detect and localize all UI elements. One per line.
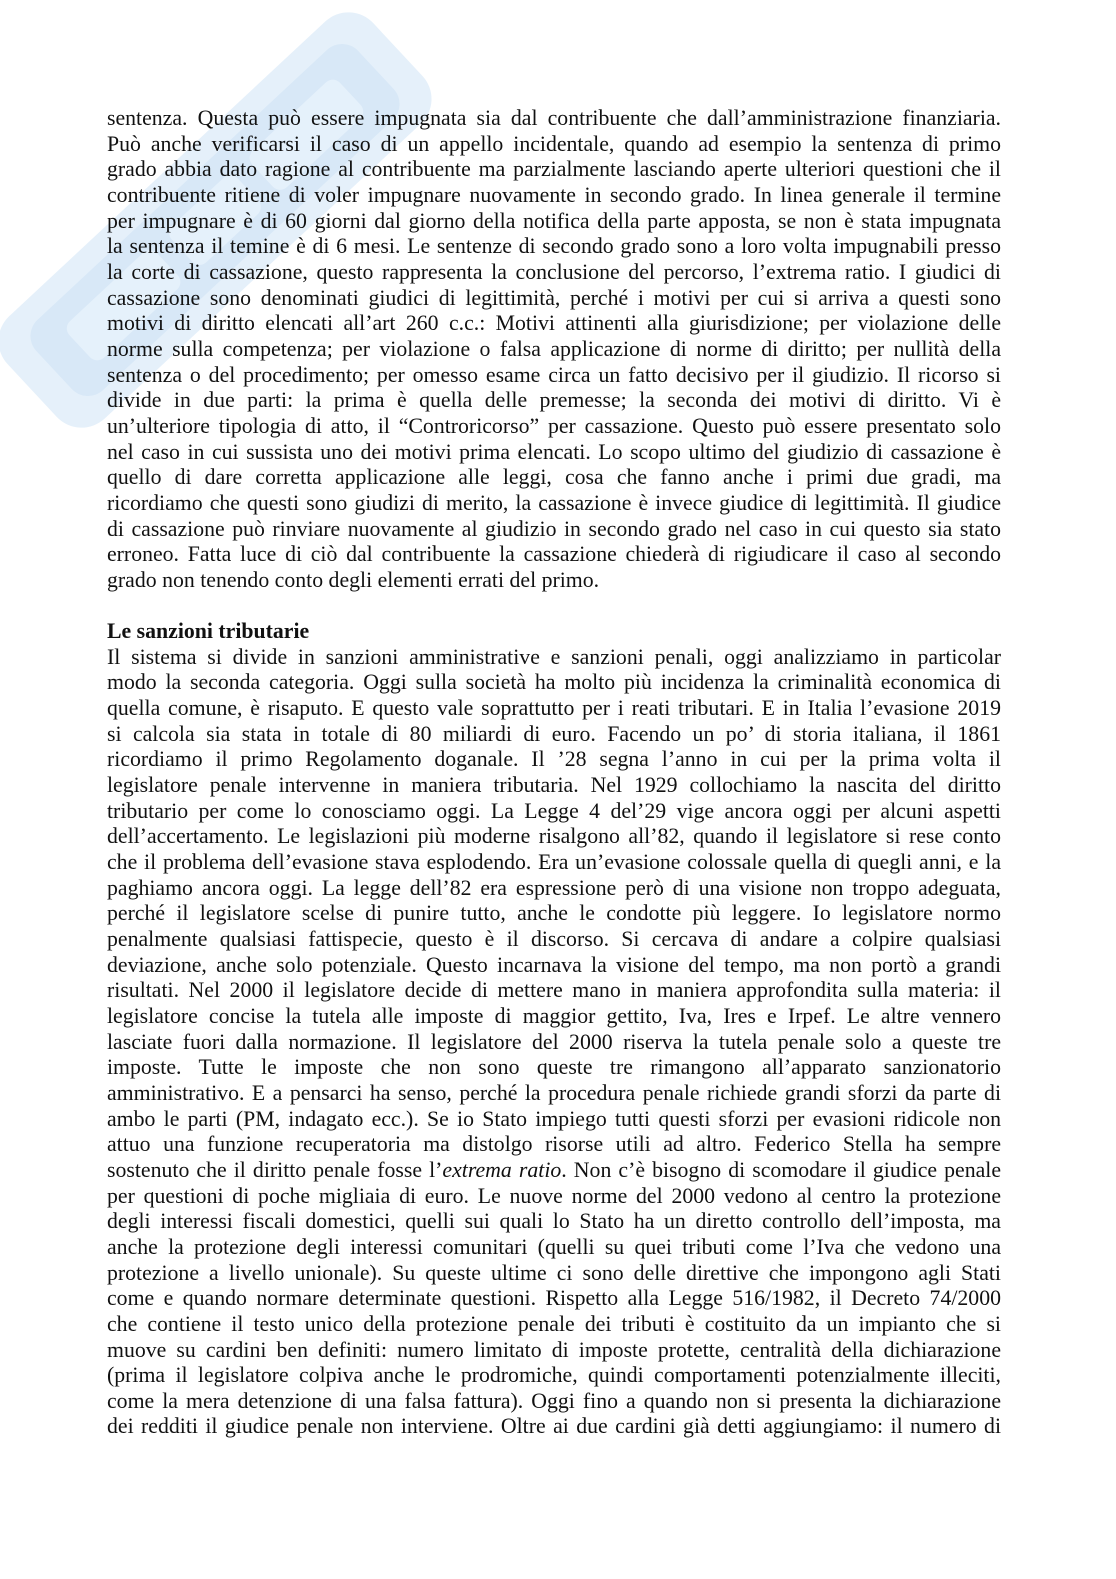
- text-line: per questioni di poche migliaia di euro. Le nuove norme del 2000 vedono al centro la protezione: [107, 1183, 1001, 1208]
- text-line: [107, 1158, 1001, 1184]
- document-body: [107, 106, 1001, 1440]
- text-line: come la mera detenzione di una falsa fattura). Oggi fino a quando non si presenta la dichiarazione: [107, 1388, 1001, 1413]
- italic-text-segment: extrema ratio: [442, 1157, 562, 1182]
- text-line: ricordiamo che questi sono giudizi di merito, la cassazione è invece giudice di legittimità. Il giudice: [107, 490, 1001, 515]
- text-line: degli interessi fiscali domestici, quelli sui quali lo Stato ha un diretto controllo dell’imposta, ma: [107, 1209, 1001, 1234]
- text-line: la sentenza il temine è di 6 mesi. Le sentenze di secondo grado sono a loro volta impugnabili presso: [107, 234, 1001, 259]
- text-line: si calcola sia stata in totale di 80 miliardi di euro. Facendo un po’ di storia italiana, il 1861: [107, 721, 1001, 746]
- text-line: ambo le parti (PM, indagato ecc.). Se io Stato impiego tutti questi sforzi per evasioni ridicole non: [107, 1106, 1001, 1131]
- text-line: che contiene il testo unico della protezione penale dei tributi è costituito da un impianto che si: [107, 1311, 1001, 1336]
- text-line: nel caso in cui sussista uno dei motivi prima elencati. Lo scopo ultimo del giudizio di cassazione è: [107, 439, 1001, 464]
- text-line: attuo una funzione recuperatoria ma distolgo risorse utili ad altro. Federico Stella ha sempre: [107, 1132, 1001, 1157]
- text-line: divide in due parti: la prima è quella delle premesse; la seconda dei motivi di diritto. Vi è: [107, 388, 1001, 413]
- text-line: quello di dare corretta applicazione alle leggi, cosa che fanno anche i primi due gradi, ma: [107, 465, 1001, 490]
- text-line: protezione a livello unionale). Su queste ultime ci sono delle direttive che impongono agli Stati: [107, 1260, 1001, 1285]
- text-line: anche la protezione degli interessi comunitari (quelli su quei tributi come l’Iva che vedono una: [107, 1234, 1001, 1259]
- text-line: cassazione sono denominati giudici di legittimità, perché i motivi per cui si arriva a questi sono: [107, 285, 1001, 310]
- text-line: che il problema dell’evasione stava esplodendo. Era un’evasione colossale quella di quegli anni, e la: [107, 850, 1001, 875]
- text-line: deviazione, anche solo potenziale. Questo incarnava la visione del tempo, ma non portò a grandi: [107, 952, 1001, 977]
- paragraph: [107, 645, 1001, 1440]
- text-line: paghiamo ancora oggi. La legge dell’82 era espressione però di una visione non troppo adeguata,: [107, 875, 1001, 900]
- text-line: grado abbia dato ragione al contribuente ma parzialmente lasciando aperte ulteriori questioni che il: [107, 157, 1001, 182]
- text-line: amministrativo. E a pensarci ha senso, perché la procedura penale richiede grandi sforzi da parte di: [107, 1080, 1001, 1105]
- text-line: dell’accertamento. Le legislazioni più moderne risalgono all’82, quando il legislatore si rese conto: [107, 824, 1001, 849]
- text-line: quella comune, è risaputo. E questo vale soprattutto per i reati tributari. E in Italia l’evasione 2019: [107, 696, 1001, 721]
- text-line: legislatore penale intervenne in maniera tributaria. Nel 1929 collochiamo la nascita del diritto: [107, 773, 1001, 798]
- text-line: come e quando normare determinate questioni. Rispetto alla Legge 516/1982, il Decreto 74/2000: [107, 1286, 1001, 1311]
- text-line: di cassazione può rinviare nuovamente al giudizio in secondo grado nel caso in cui questo sia stato: [107, 516, 1001, 541]
- text-line: sentenza. Questa può essere impugnata sia dal contribuente che dall’amministrazione finanziaria.: [107, 106, 1001, 130]
- paragraph-spacer: [107, 593, 1001, 619]
- text-line: perché il legislatore scelse di punire tutto, anche le condotte più leggere. Io legislatore normo: [107, 901, 1001, 926]
- text-line: norme sulla competenza; per violazione o falsa applicazione di norme di diritto; per nullità della: [107, 336, 1001, 361]
- text-line: contribuente ritiene di voler impugnare nuovamente in secondo grado. In linea generale il termine: [107, 182, 1001, 207]
- section-heading: Le sanzioni tributarie: [107, 619, 310, 644]
- text-line: la corte di cassazione, questo rappresenta la conclusione del percorso, l’extrema ratio. I giudici di: [107, 259, 1001, 284]
- text-line: lasciate fuori dalla normazione. Il legislatore del 2000 riserva la tutela penale solo a queste tre: [107, 1029, 1001, 1054]
- text-line: tributario per come lo conosciamo oggi. La Legge 4 del’29 vige ancora oggi per alcuni aspetti: [107, 798, 1001, 823]
- text-line: penalmente qualsiasi fattispecie, questo è il discorso. Si cercava di andare a colpire qualsiasi: [107, 927, 1001, 951]
- text-line: un’ulteriore tipologia di atto, il “Controricorso” per cassazione. Questo può essere presentato solo: [107, 413, 1001, 438]
- text-line: modo la seconda categoria. Oggi sulla società ha molto più incidenza la criminalità economica di: [107, 670, 1001, 695]
- text-line: muove su cardini ben definiti: numero limitato di imposte protette, centralità della dichiarazione: [107, 1337, 1001, 1362]
- text-line: per impugnare è di 60 giorni dal giorno della notifica della parte apposta, se non è stata impugnata: [107, 208, 1001, 233]
- text-line: Può anche verificarsi il caso di un appello incidentale, quando ad esempio la sentenza di primo: [107, 131, 1001, 156]
- text-line: grado non tenendo conto degli elementi errati del primo.: [107, 567, 600, 592]
- text-line: (prima il legislatore colpiva anche le prodromiche, quindi comportamenti potenzialmente illeciti,: [107, 1363, 1001, 1388]
- text-segment: . Non c’è bisogno di scomodare il giudice penale: [561, 1157, 1002, 1182]
- text-line: legislatore concise la tutela alle imposte di maggior gettito, Iva, Ires e Irpef. Le altre vennero: [107, 1003, 1001, 1028]
- text-line: ricordiamo il primo Regolamento doganale. Il ’28 segna l’anno in cui per la prima volta il: [107, 747, 1001, 772]
- text-line: Il sistema si divide in sanzioni amministrative e sanzioni penali, oggi analizziamo in particolar: [107, 644, 1001, 669]
- text-line: sentenza o del procedimento; per omesso esame circa un fatto decisivo per il giudizio. Il ricorso si: [107, 362, 1001, 387]
- text-line: dei redditi il giudice penale non interviene. Oltre ai due cardini già detti aggiungiamo: il numero di: [107, 1414, 1001, 1439]
- text-line: imposte. Tutte le imposte che non sono queste tre rimangono all’apparato sanzionatorio: [107, 1055, 1001, 1080]
- text-line: risultati. Nel 2000 il legislatore decide di mettere mano in maniera approfondita sulla materia: il: [107, 978, 1001, 1003]
- paragraph: [107, 106, 1001, 593]
- text-segment: sostenuto che il diritto penale fosse l’: [107, 1157, 443, 1182]
- text-line: erroneo. Fatta luce di ciò dal contribuente la cassazione chiederà di rigiudicare il caso al secondo: [107, 542, 1001, 567]
- text-line: motivi di diritto elencati all’art 260 c.c.: Motivi attinenti alla giurisdizione; per violazione delle: [107, 311, 1001, 336]
